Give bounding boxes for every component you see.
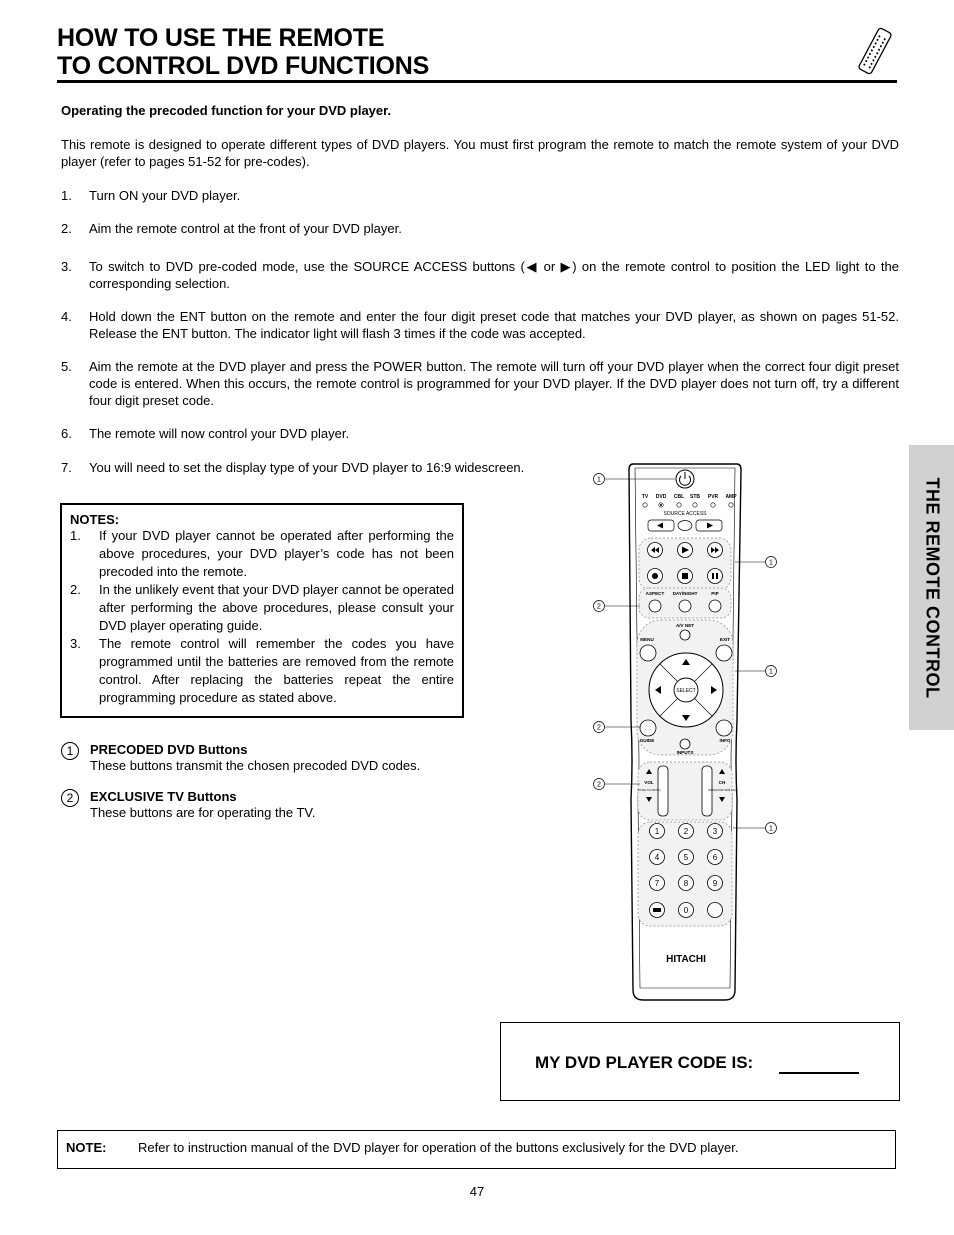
pip-button[interactable] [709,600,721,612]
vol-label: VOL [644,780,654,785]
step-number: 6. [61,426,72,441]
select-label: SELECT [676,688,696,694]
title-rule [57,80,897,83]
legend-description: These buttons are for operating the TV. [90,805,316,820]
step-number: 4. [61,309,72,324]
callout-marker: 1 [769,668,773,676]
notes-title: NOTES: [70,512,120,527]
step-2 [61,220,899,237]
guide-button[interactable] [640,720,656,736]
menu-button[interactable] [640,645,656,661]
source-label-dvd: DVD [655,494,667,500]
aspect-button[interactable] [649,600,661,612]
legend-label: EXCLUSIVE TV Buttons [90,789,237,804]
digit-5-label: 5 [683,853,689,862]
step-number: 2. [61,221,72,236]
digit-4-label: 4 [654,853,660,862]
source-access-ent-button[interactable] [678,521,692,531]
power-button[interactable] [676,470,694,488]
step-7 [61,459,581,476]
info-button[interactable] [716,720,732,736]
page-title-line2: TO CONTROL DVD FUNCTIONS [57,52,430,80]
dvd-code-label: MY DVD PLAYER CODE IS: [535,1053,754,1072]
note-item [70,527,454,581]
dash-icon [653,908,661,912]
step-text: Turn ON your DVD player. [89,188,241,203]
remote-control-illustration [585,460,785,1005]
step-4 [61,308,899,342]
note-number: 3. [70,636,81,651]
callout-marker: 1 [769,825,773,833]
note-item [70,581,454,635]
pip-label: PIP [711,591,719,596]
legend-item-precoded [61,742,481,774]
ch-label: CH [718,780,726,785]
note-number: 2. [70,582,81,597]
intro-body: This remote is designed to operate different types of DVD players. You must first program the remote to match the remote system of your DVD player (refer to pages 51-52 for pre-codes). [61,137,899,169]
footer-note-label: NOTE: [66,1140,107,1155]
intro-heading: Operating the precoded function for your DVD player. [61,103,392,118]
callout-marker: 2 [597,781,601,789]
digit-6-label: 6 [712,853,718,862]
source-access-left-button[interactable] [648,520,674,531]
page-title [57,24,617,80]
avnet-button[interactable] [680,630,690,640]
step-text: Aim the remote control at the front of your DVD player. [89,221,402,236]
footer-note-text: Refer to instruction manual of the DVD player for operation of the buttons exclusively for the DVD player. [138,1140,739,1155]
note-item [70,635,454,707]
step-5 [61,358,899,409]
note-text: If your DVD player cannot be operated after performing the above procedures, your DVD player’s code has not been precoded into the remote. [99,528,454,579]
legend-label: PRECODED DVD Buttons [90,742,248,757]
brand-logo: HITACHI [666,954,706,965]
step-number: 1. [61,188,72,203]
note-text: The remote control will remember the codes you have programmed until the batteries are removed from the remote control. After replacing the batteries repeat the entire programming procedure as stated above. [99,636,454,705]
page-number: 47 [469,1184,485,1199]
exit-label: EXIT [719,637,731,642]
source-label-tv: TV [641,494,649,500]
step-text: You will need to set the display type of your DVD player to 16:9 widescreen. [89,460,525,475]
aspect-label: ASPECT [645,591,665,596]
remote-thumbnail-icon [850,24,900,78]
ch-sub-label: (PUSH FOR SUB CH) [708,788,736,792]
pause-button[interactable] [708,569,723,584]
dvd-code-blank [779,1072,859,1074]
digit-0-label: 0 [683,906,689,915]
callout-marker: 1 [597,476,601,484]
source-label-amp: AMP [725,494,737,500]
step-text: The remote will now control your DVD player. [89,426,350,441]
step-text: Hold down the ENT button on the remote and enter the four digit preset code that matches your DVD player, as shown on pages 51-52. Release the ENT button. The indicator light will flash 3 times if the code was accepted. [89,309,899,341]
digit-1-label: 1 [654,827,660,836]
note-number: 1. [70,528,81,543]
source-access-right-button[interactable] [696,520,722,531]
digit-7-label: 7 [654,879,660,888]
callout-marker: 1 [769,559,773,567]
step-3 [61,258,899,292]
circled-number-icon: 1 [61,742,79,760]
source-access-label: SOURCE ACCESS [663,511,707,517]
inputs-button[interactable] [680,739,690,749]
digit-2-label: 2 [683,827,689,836]
digit-3-label: 3 [712,827,718,836]
step-number: 7. [61,460,72,475]
digit-8-label: 8 [683,879,689,888]
daynight-button[interactable] [679,600,691,612]
avnet-label: A/V NET [675,623,695,628]
digit-9-label: 9 [712,879,718,888]
daynight-label: DAY/NIGHT [672,591,698,596]
footer-note-box [57,1130,896,1169]
callout-marker: 2 [597,603,601,611]
page-title-line1: HOW TO USE THE REMOTE [57,24,385,52]
section-side-tab [909,445,954,730]
menu-label: MENU [640,637,654,642]
step-number: 3. [61,259,72,274]
source-label-pvr: PVR [707,494,719,500]
source-label-cbl: CBL [673,494,685,500]
section-side-tab-label: THE REMOTE CONTROL [922,477,942,698]
legend-description: These buttons transmit the chosen precoded DVD codes. [90,758,421,773]
step-1 [61,187,899,204]
note-text: In the unlikely event that your DVD player cannot be operated after performing the above procedures, please consult your DVD player operating guide. [99,582,454,633]
last-channel-button[interactable] [708,903,723,918]
dvd-code-box [500,1022,900,1101]
circled-number-icon: 2 [61,789,79,807]
notes-box [60,503,464,718]
vol-sub-label: (PUSH TO MUTE) [637,788,661,792]
step-text: To switch to DVD pre-coded mode, use the SOURCE ACCESS buttons (◀ or ▶) on the remote control to position the LED light to the corresponding selection. [89,259,899,291]
info-label: INFO [719,738,731,743]
source-label-stb: STB [690,494,700,500]
callout-marker: 2 [597,724,601,732]
guide-label: GUIDE [639,738,655,743]
step-text: Aim the remote at the DVD player and press the POWER button. The remote will turn off your DVD player when the correct four digit preset code is entered. When this occurs, the remote control is programmed for your DVD player. If the DVD player does not turn off, try a different four digit preset code. [89,359,899,408]
step-6 [61,425,899,442]
source-led-active [660,504,662,506]
inputs-label: INPUTS [676,750,694,755]
exit-button[interactable] [716,645,732,661]
step-number: 5. [61,359,72,374]
legend-item-exclusive [61,789,481,821]
